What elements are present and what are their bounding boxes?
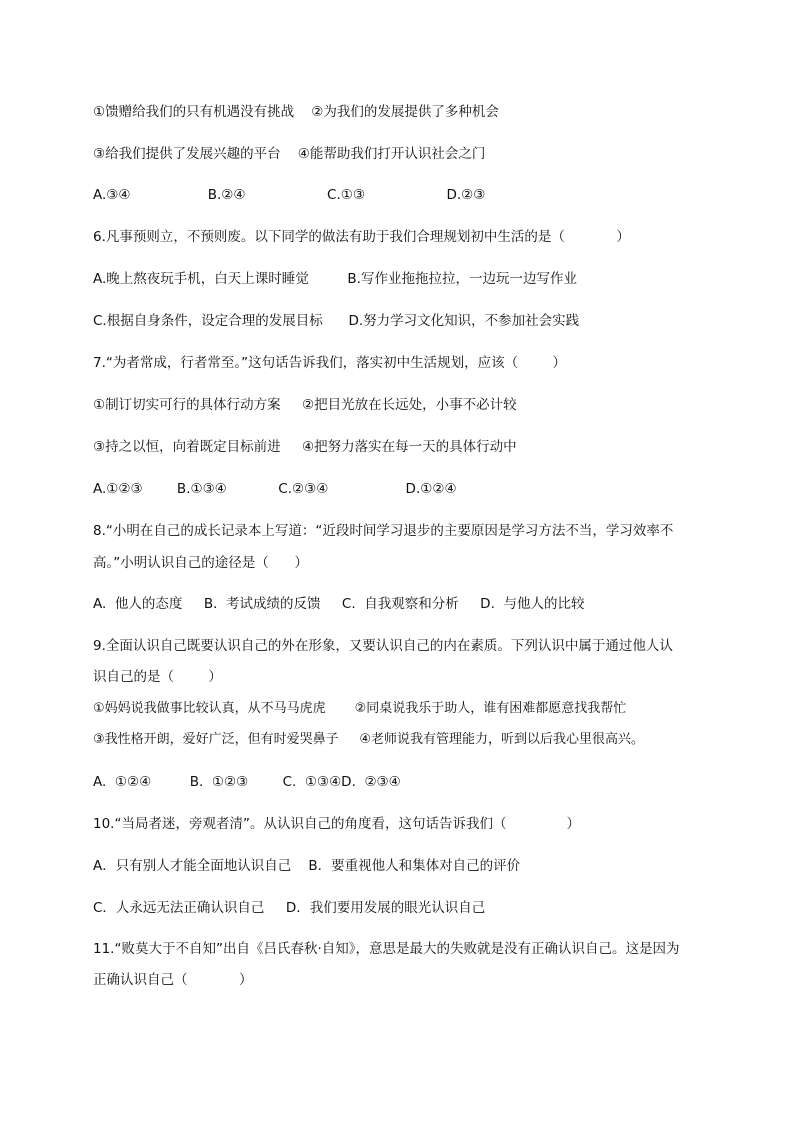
question-10: 10.“当局者迷，旁观者清”。从认识自己的角度看，这句话告诉我们（ ）: [93, 816, 581, 832]
line-2: ③给我们提供了发展兴趣的平台 ④能帮助我们打开认识社会之门: [93, 146, 486, 162]
question-6: 6.凡事预则立，不预则废。以下同学的做法有助于我们合理规划初中生活的是（ ）: [93, 229, 630, 245]
question-7-item-12: ①制订切实可行的具体行动方案 ②把目光放在长远处，小事不必计较: [93, 397, 517, 413]
question-6-option-cd: C.根据自身条件，设定合理的发展目标 D.努力学习文化知识，不参加社会实践: [93, 313, 580, 329]
question-11-line-2: 正确认识自己（ ）: [93, 972, 253, 988]
question-9-line-2: 识自己的是（ ）: [93, 669, 222, 685]
question-9-item-12: ①妈妈说我做事比较认真，从不马马虎虎 ②同桌说我乐于助人，谁有困难都愿意找我帮忙: [93, 701, 627, 716]
question-8-options: A. 他人的态度 B. 考试成绩的反馈 C. 自我观察和分析 D. 与他人的比较: [93, 596, 585, 612]
question-7-options: A.①②③ B.①③④ C.②③④ D.①②④: [93, 481, 457, 497]
question-6-option-ab: A.晚上熬夜玩手机，白天上课时睡觉 B.写作业拖拖拉拉，一边玩一边写作业: [93, 271, 577, 287]
line-1: ①馈赠给我们的只有机遇没有挑战 ②为我们的发展提供了多种机会: [93, 104, 499, 120]
question-10-option-cd: C．人永远无法正确认识自己 D．我们要用发展的眼光认识自己: [93, 900, 486, 916]
question-9-line-1: 9.全面认识自己既要认识自己的外在形象，又要认识自己的内在素质。下列认识中属于通过他人认: [93, 638, 673, 654]
question-7-item-34: ③持之以恒，向着既定目标前进 ④把努力落实在每一天的具体行动中: [93, 439, 517, 455]
line-3: A.③④ B.②④ C.①③ D.②③: [93, 187, 486, 203]
question-9-item-34: ③我性格开朗，爱好广泛，但有时爱哭鼻子 ④老师说我有管理能力，听到以后我心里很高兴。: [93, 732, 644, 747]
question-9-options: A. ①②④ B. ①②③ C. ①③④D. ②③④: [93, 774, 401, 790]
question-7: 7.“为者常成，行者常至。”这句话告诉我们，落实初中生活规划，应该（ ）: [93, 355, 566, 371]
question-10-option-ab: A．只有别人才能全面地认识自己 B．要重视他人和集体对自己的评价: [93, 858, 521, 874]
question-11-line-1: 11.“败莫大于不自知”出自《吕氏春秋·自知》，意思是最大的失败就是没有正确认识自己。这是因为: [93, 941, 680, 957]
question-8-line-2: 高。”小明认识自己的途径是（ ）: [93, 555, 308, 571]
question-8-line-1: 8.“小明在自己的成长记录本上写道：“近段时间学习退步的主要原因是学习方法不当，学习效率不: [93, 523, 674, 539]
